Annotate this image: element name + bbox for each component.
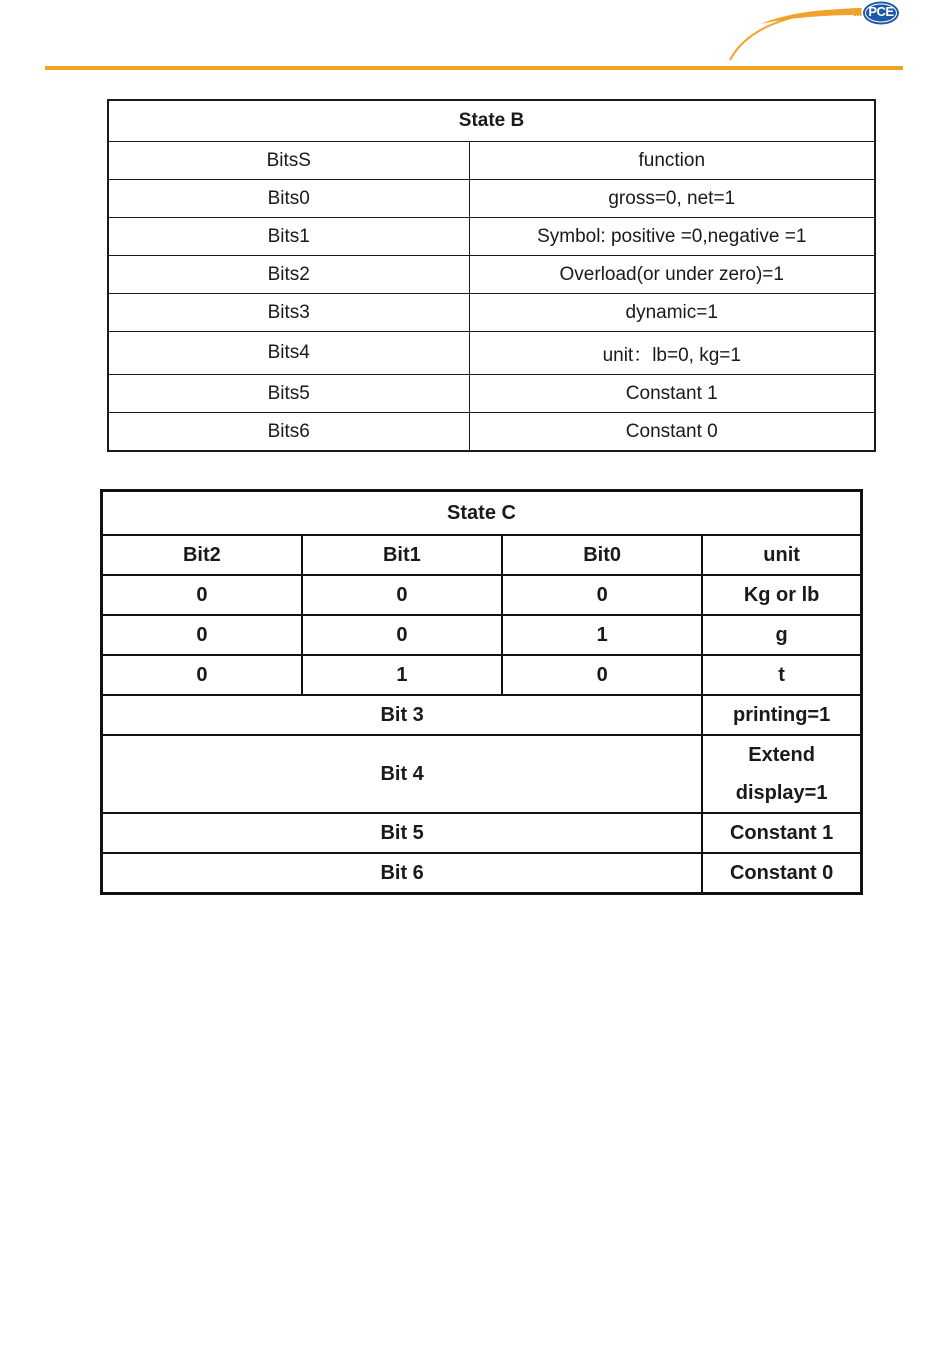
cell-line: display=1 [735,782,828,804]
table-cell: Constant 0 [702,853,861,894]
table-cell: dynamic=1 [469,294,875,332]
table-cell: 0 [102,615,302,655]
column-header: unit [702,535,861,575]
table-cell [702,735,861,813]
state-c-title: State C [102,491,862,536]
table-title-row [102,491,862,536]
table-cell: 0 [302,615,502,655]
table-cell: gross=0, net=1 [469,180,875,218]
table-row [102,615,862,655]
table-row [102,853,862,894]
state-b-table [107,99,876,452]
table-cell: Bits3 [108,294,469,332]
table-cell: 1 [502,615,702,655]
table-cell: Bit 3 [102,695,703,735]
table-row [108,332,875,375]
table-row [108,294,875,332]
table-cell: Symbol: positive =0,negative =1 [469,218,875,256]
table-cell: Bits5 [108,375,469,413]
column-header: BitsS [108,142,469,180]
column-header: function [469,142,875,180]
table-cell: unit：lb=0, kg=1 [469,332,875,375]
table-cell: Constant 1 [469,375,875,413]
table-cell: 0 [102,575,302,615]
table-row [102,655,862,695]
table-cell: printing=1 [702,695,861,735]
table-cell: Constant 1 [702,813,861,853]
table-row [102,695,862,735]
table-row [108,375,875,413]
header-divider [45,66,903,70]
table-cell: 0 [102,655,302,695]
table-row [102,575,862,615]
column-header: Bit0 [502,535,702,575]
table-row [108,256,875,294]
table-cell: Overload(or under zero)=1 [469,256,875,294]
table-cell: 1 [302,655,502,695]
table-header-row [102,535,862,575]
table-cell: Bits4 [108,332,469,375]
state-b-title: State B [108,100,875,142]
cell-line: Extend [748,744,815,766]
table-row [108,218,875,256]
table-cell: Bit 5 [102,813,703,853]
logo-text: PCE [868,4,894,19]
table-cell: 0 [502,655,702,695]
table-cell: Bits0 [108,180,469,218]
table-header-row [108,142,875,180]
table-cell: Constant 0 [469,413,875,452]
table-cell: t [702,655,861,695]
table-row [102,813,862,853]
table-cell: Bit 6 [102,853,703,894]
table-row [108,413,875,452]
table-cell: Bits2 [108,256,469,294]
table-cell: Bits1 [108,218,469,256]
table-cell: Kg or lb [702,575,861,615]
state-c-table [100,489,863,895]
column-header: Bit1 [302,535,502,575]
table-title-row [108,100,875,142]
table-cell: 0 [302,575,502,615]
table-cell: g [702,615,861,655]
column-header: Bit2 [102,535,302,575]
table-cell: 0 [502,575,702,615]
table-row [102,735,862,813]
table-cell: Bit 4 [102,735,703,813]
table-row [108,180,875,218]
table-cell: Bits6 [108,413,469,452]
